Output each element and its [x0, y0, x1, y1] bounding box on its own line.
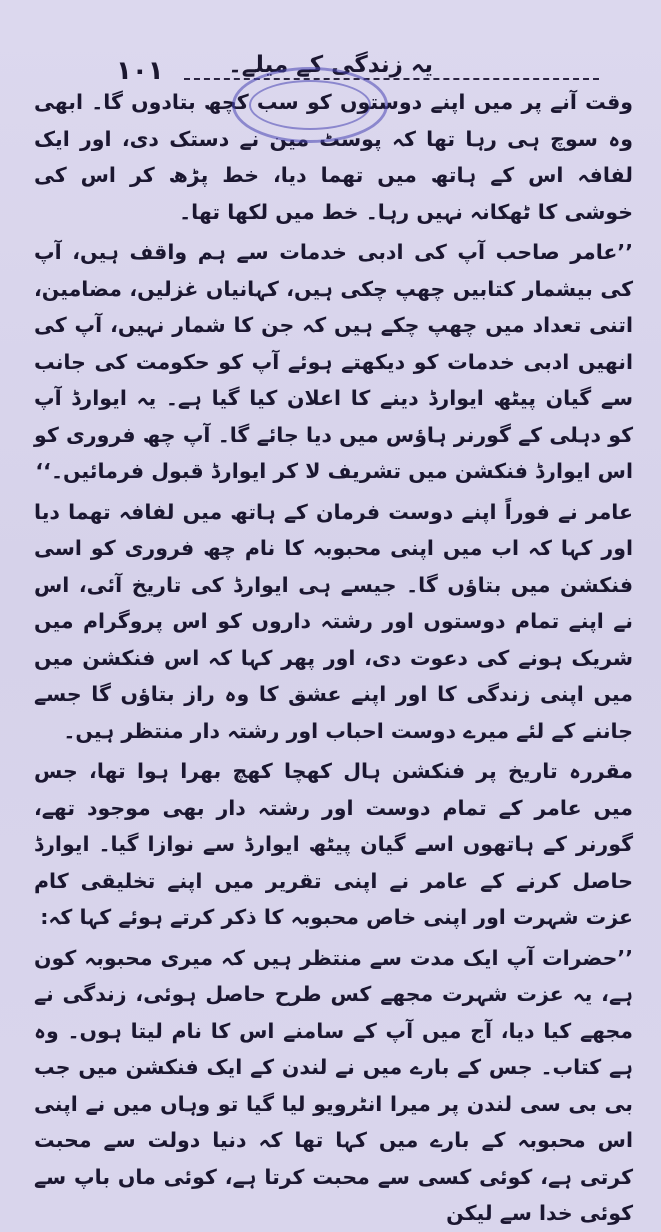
- paragraph: عامر نے فوراً اپنے دوست فرمان کے ہاتھ میں لفافہ تھما دیا اور کہا کہ اب میں اپنی محبوبہ کا نام چھ فروری کو اسی فنکشن میں بتاؤں گا۔ جیسے ہی ایوارڈ کی تاریخ آئی، اس نے اپنے تمام دوستوں اور رشتہ داروں کو اس پروگرام میں شریک ہونے کی دعوت دی، اور پھر کہا کہ اس فنکشن میں میں اپنی زندگی کا اور اپنے عشق کا وہ راز بتاؤں گا جسے جاننے کے لئے میرے دوست احباب اور رشتہ دار منتظر ہیں۔: [34, 499, 633, 743]
- library-stamp: [232, 67, 388, 143]
- paragraph: مقررہ تاریخ پر فنکشن ہال کھچا کھچ بھرا ہوا تھا، جس میں عامر کے تمام دوست اور رشتہ دار بھی موجود تھے، گورنر کے ہاتھوں اسے گیان پیٹھ ایوارڈ سے نوازا گیا۔ ایوارڈ حاصل کرنے کے عامر نے اپنی تقریر میں اپنے تخلیقی کام عزت شہرت اور اپنی خاص محبوبہ کا ذکر کرتے ہوئے کہا کہ:: [34, 759, 633, 929]
- header-rule: [184, 78, 599, 80]
- page-number: ١٠١: [116, 56, 164, 86]
- paragraph: وقت آنے پر میں اپنے دوستوں کو سب کچھ بتادوں گا۔ ابھی وہ سوچ ہی رہا تھا کہ پوسٹ مین نے دستک دی، اور ایک لفافہ اس کے ہاتھ میں تھما دیا، خط پڑھ کر اس کی خوشی کا ٹھکانہ نہیں رہا۔ خط میں لکھا تھا۔: [34, 90, 633, 224]
- quoted-letter: ’’عامر صاحب آپ کی ادبی خدمات سے ہم واقف ہیں، آپ کی بیشمار کتابیں چھپ چکی ہیں، کہانیاں غزلیں، مضامین، اتنی تعداد میں چھپ چکے ہیں کہ جن کا شمار نہیں، آپ کی انھیں ادبی خدمات کو دیکھتے ہوئے آپ کو حکومت کی جانب سے گیان پیٹھ ایوارڈ دینے کا اعلان کیا گیا ہے۔ یہ ایوارڈ آپ کو دہلی کے گورنر ہاؤس میں دیا جائے گا۔ آپ چھ فروری کو اس ایوارڈ فنکشن میں تشریف لا کر ایوارڈ قبول فرمائیں۔‘‘: [34, 240, 633, 483]
- page-body: [34, 84, 633, 1232]
- quoted-speech: ’’حضرات آپ ایک مدت سے منتظر ہیں کہ میری محبوبہ کون ہے، یہ عزت شہرت مجھے کس طرح حاصل ہوئی، زندگی نے مجھے کیا دیا، آج میں آپ کے سامنے اس کا نام لیتا ہوں۔ وہ ہے کتاب۔ جس کے بارے میں نے لندن کے ایک فنکشن میں جب بی بی سی لندن پر میرا انٹرویو لیا گیا تو وہاں میں نے اپنی اس محبوبہ کے بارے میں کہا تھا کہ دنیا دولت سے محبت کرتی ہے، کوئی کسی سے محبت کرتا ہے، کوئی ماں باپ سے کوئی خدا سے لیکن: [34, 945, 633, 1225]
- running-title: یہ زندگی کے میلے۔: [228, 52, 433, 78]
